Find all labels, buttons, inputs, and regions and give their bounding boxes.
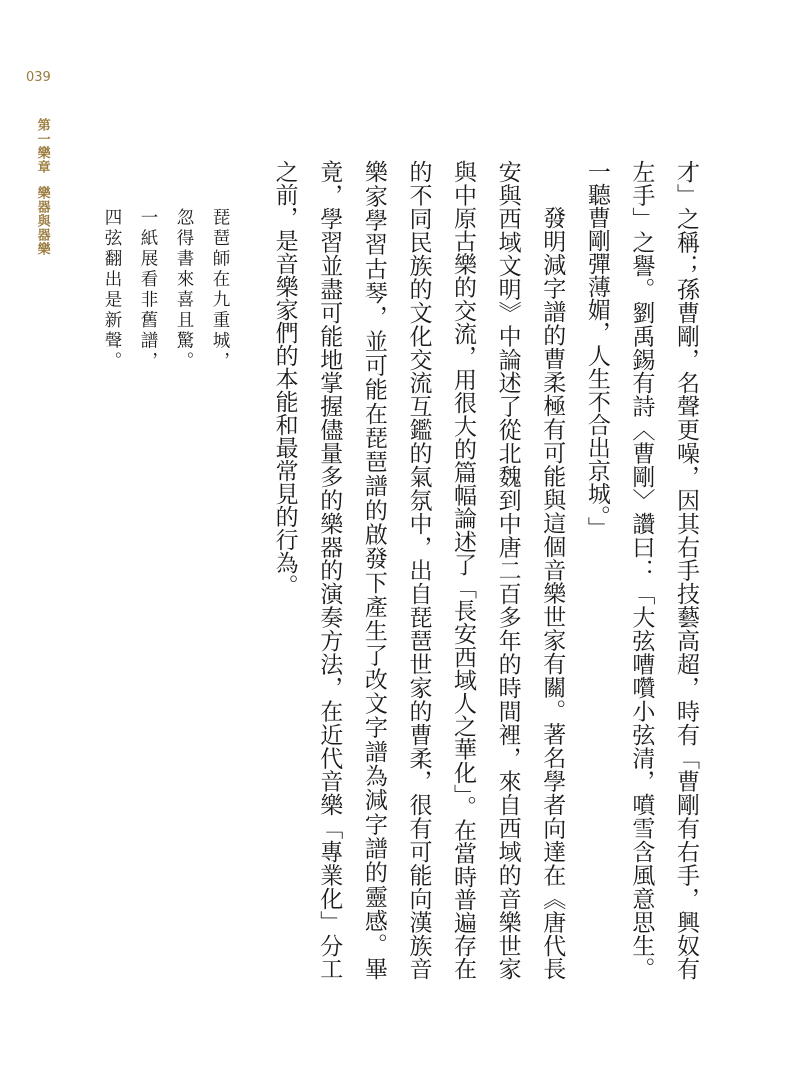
paragraph: 才」之稱；孫曹剛，名聲更噪，因其右手技藝高超，時有「曹剛有右手，興奴有左手」之譽。劉禹錫有詩〈曹剛〉讚曰：「大弦嘈囋小弦清，噴雪含風意思生。一聽曹剛彈薄媚，人生不合出京城。」 [583,160,699,980]
poem-line: 一紙展看非舊譜， [138,208,158,372]
paragraph: 發明減字譜的曹柔極有可能與這個音樂世家有關。著名學者向達在《唐代長安與西域文明》中論述了從北魏到中唐二百多年的時間裡，來自西域的音樂世家與中原古樂的交流，用很大的篇幅論述了「長安西域人之華化」。在當時普遍存在的不同民族的文化交流互鑑的氣氛中，出自琵琶世家的曹柔，很有可能向漢族音樂家學習古琴，並可能在琵琶譜的啟發下產生了改文字譜為減字譜的靈感。畢竟，學習並盡可能地掌握儘量多的樂器的演奏方法，在近代音樂「專業化」分工之前，是音樂家們的本能和最常見的行為。 [271,160,566,980]
poem-line: 琵琶師在九重城， [210,208,230,372]
poem-block [88,208,238,398]
running-head-chapter: 第一樂章 [34,118,50,174]
page-number: 039 [26,70,51,85]
poem-line: 忽得書來喜且驚。 [174,208,194,372]
poem-line: 四弦翻出是新聲。 [102,208,122,372]
body-text [268,160,708,980]
running-head-title: 樂器與器樂 [34,186,50,256]
running-head [34,118,50,256]
